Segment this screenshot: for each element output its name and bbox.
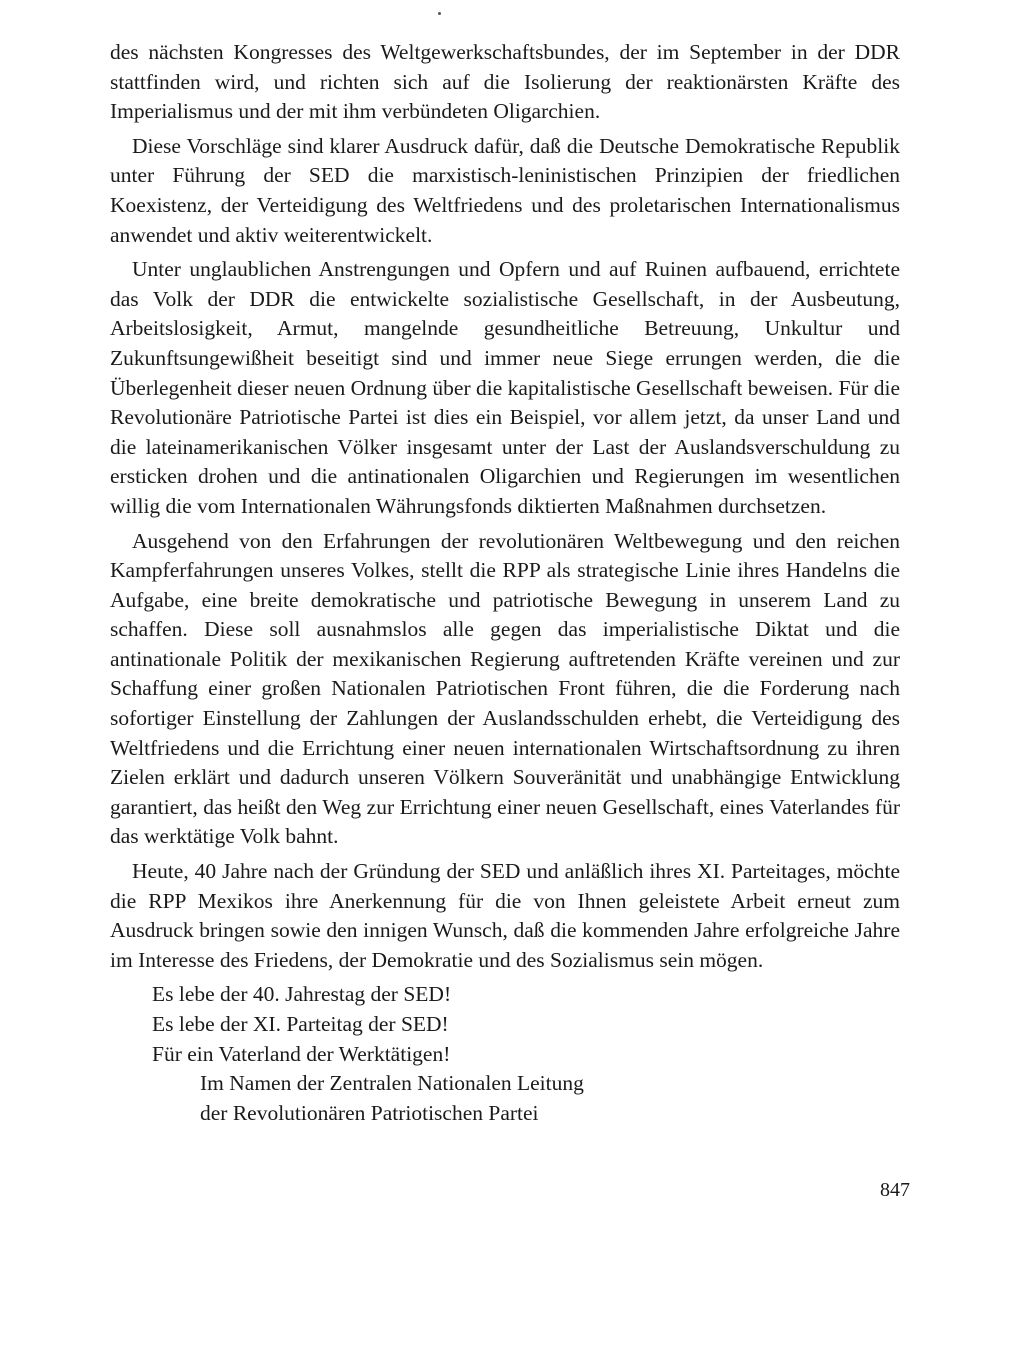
paragraph: Heute, 40 Jahre nach der Gründung der SED und anläßlich ihres XI. Parteitages, möchte die RPP Mexikos ihre Anerkennung für die von Ihnen geleistete Arbeit erneut zum Ausdruck bringen sowie den innigen Wunsch, daß die kommenden Jahre erfolgreiche Jahre im Interesse des Friedens, der Demokratie und des Sozialismus sein mögen. [110,859,900,972]
page-number: 847 [880,1179,910,1201]
signature-line: der Revolutionären Patriotischen Partei [200,1100,539,1125]
closing-line: Es lebe der 40. Jahrestag der SED! [152,982,452,1007]
body-text [110,38,900,1128]
signature-line: Im Namen der Zentralen Nationalen Leitung [200,1071,584,1096]
paragraph: Diese Vorschläge sind klarer Ausdruck dafür, daß die Deutsche Demokratische Republik unter Führung der SED die marxistisch-leninistischen Prinzipien der friedlichen Koexistenz, der Verteidigung des Weltfriedens und des proletarischen Internationalismus anwendet und aktiv weiterentwickelt. [110,133,900,247]
closing-line: Für ein Vaterland der Werktätigen! [152,1041,451,1066]
paragraph: des nächsten Kongresses des Weltgewerkschaftsbundes, der im September in der DDR stattfinden wird, und richten sich auf die Isolierung der reaktionärsten Kräfte des Imperialismus und der mit ihm verbündeten Oligarchien. [110,40,900,124]
paragraph: Unter unglaublichen Anstrengungen und Opfern und auf Ruinen aufbauend, errichtete das Volk der DDR die entwickelte sozialistische Gesellschaft, in der Ausbeutung, Arbeitslosigkeit, Armut, mangelnde gesundheitliche Betreuung, Unkultur und Zukunftsungewißheit beseitigt sind und immer neue Siege errungen werden, die die Überlegenheit dieser neuen Ordnung über die kapitalistische Gesellschaft beweisen. Für die Revolutionäre Patriotische Partei ist dies ein Beispiel, vor allem jetzt, da unser Land und die lateinamerikanischen Völker insgesamt unter der Last der Auslandsverschuldung zu ersticken drohen und die antinationalen Oligarchien und Regierungen im wesentlichen willig die vom Internationalen Währungsfonds diktierten Maßnahmen durchsetzen. [110,257,900,518]
paragraph: Ausgehend von den Erfahrungen der revolutionären Weltbewegung und den reichen Kampferfahrungen unseres Volkes, stellt die RPP als strategische Linie ihres Handelns die Aufgabe, eine breite demokratische und patriotische Bewegung in unserem Land zu schaffen. Diese soll ausnahmslos alle gegen das imperialistische Diktat und die antinationale Politik der mexikanischen Regierung auftretenden Kräfte vereinen und zur Schaffung einer großen Nationalen Patriotischen Front führen, die die Forderung nach sofortiger Einstellung der Zahlungen der Auslandsschulden erhebt, die Verteidigung des Weltfriedens und die Errichtung einer neuen internationalen Wirtschaftsordnung zu ihren Zielen erklärt und dadurch unseren Völkern Souveränität und unabhängige Entwicklung garantiert, das heißt den Weg zur Errichtung einer neuen Gesellschaft, eines Vaterlandes für das werktätige Volk bahnt. [110,528,900,849]
closing-line: Es lebe der XI. Parteitag der SED! [152,1012,449,1036]
scan-speck [438,12,441,15]
